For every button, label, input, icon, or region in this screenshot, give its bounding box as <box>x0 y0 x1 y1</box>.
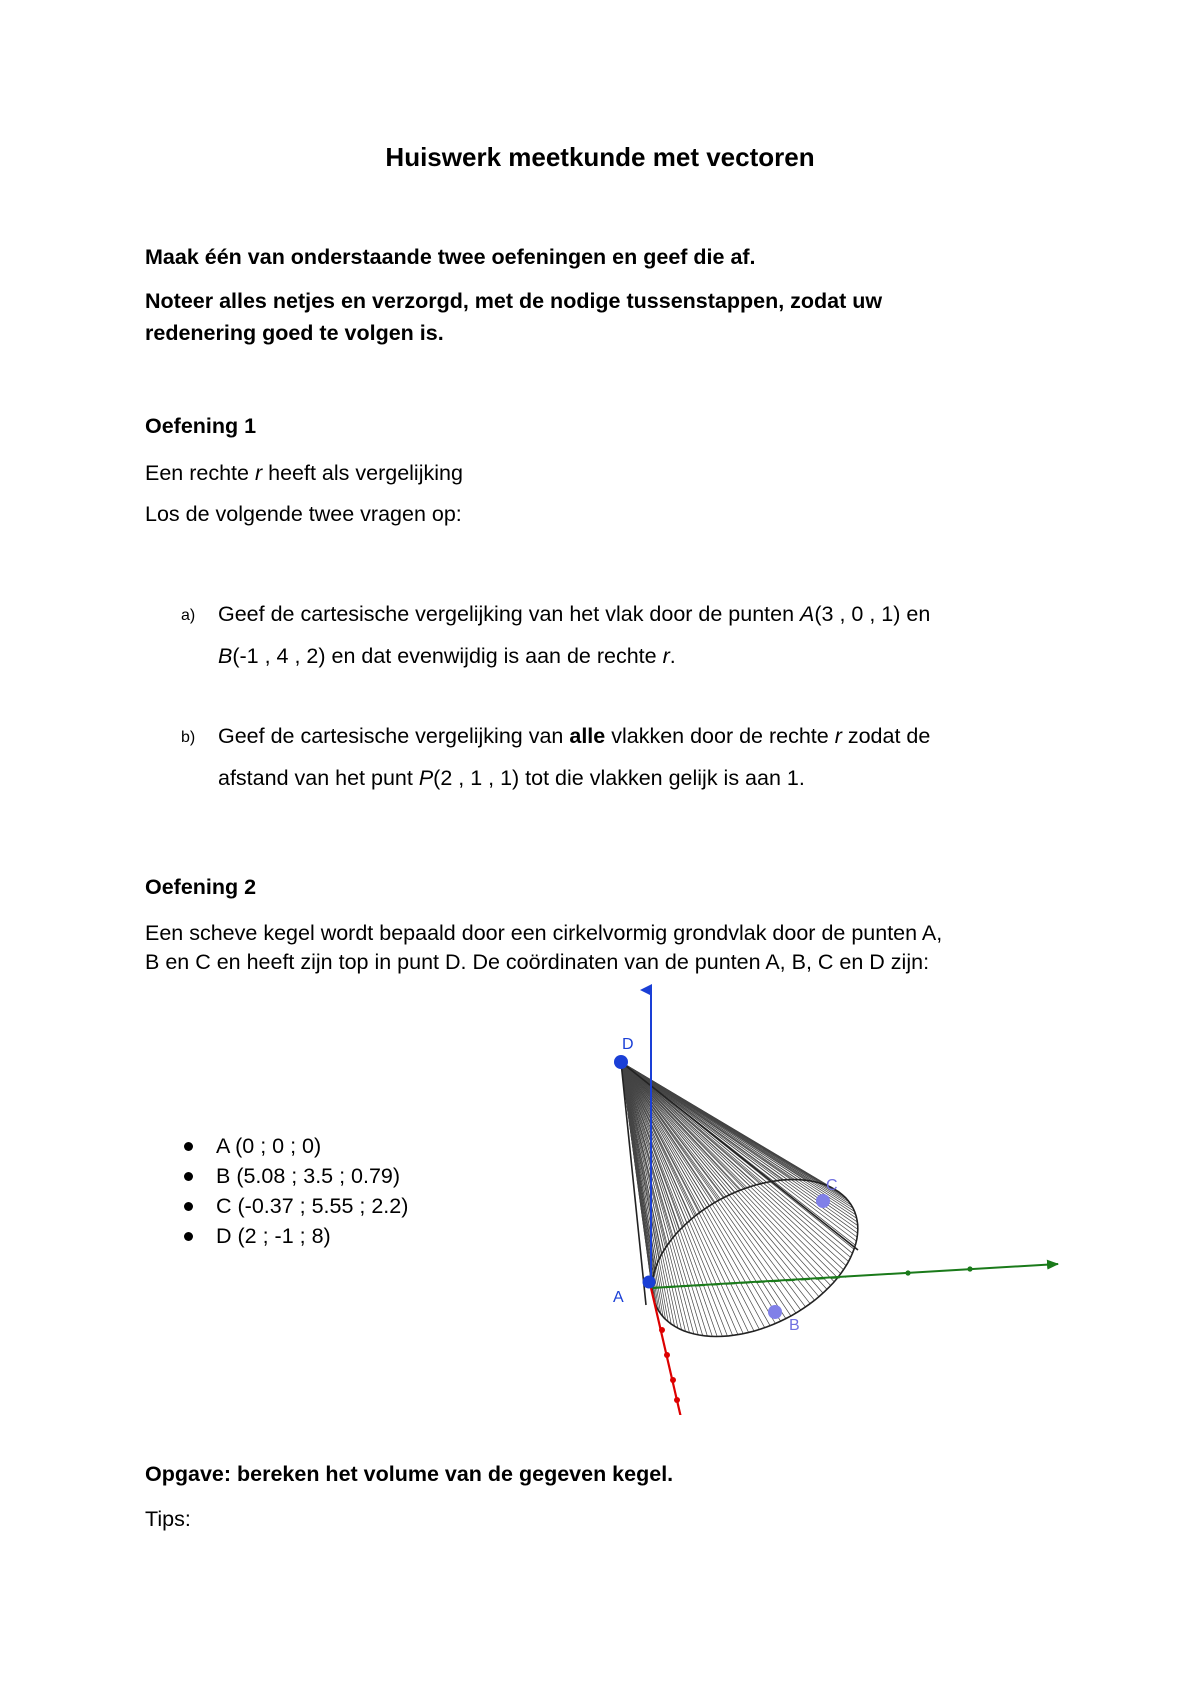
bullet-icon <box>184 1142 193 1151</box>
list-item: A (0 ; 0 ; 0) <box>180 1131 408 1161</box>
cone-line <box>621 1062 801 1310</box>
item-b-label: b) <box>181 729 196 746</box>
x-axis <box>651 1288 682 1415</box>
intro-line-1: Maak één van onderstaande twee oefeningen en geef die af. <box>145 245 756 269</box>
bullet-icon <box>184 1202 193 1211</box>
exercise-1-line-1: Een rechte r heeft als vergelijking <box>145 461 463 485</box>
item-b-line-1: Geef de cartesische vergelijking van alle vlakken door de rechte r zodat de <box>218 724 931 748</box>
exercise-2-line-2: B en C en heeft zijn top in punt D. De coördinaten van de punten A, B, C en D zijn: <box>145 950 930 974</box>
page-title: Huiswerk meetkunde met vectoren <box>385 142 815 172</box>
point-A <box>643 1276 656 1289</box>
item-a-line-2: B(-1 , 4 , 2) en dat evenwijdig is aan de rechte r. <box>218 644 676 668</box>
points-list <box>180 1131 408 1251</box>
list-item: B (5.08 ; 3.5 ; 0.79) <box>180 1161 408 1191</box>
label-C: C <box>826 1177 838 1194</box>
cone-line <box>621 1062 793 1180</box>
label-D: D <box>622 1036 634 1053</box>
intro-line-2b: redenering goed te volgen is. <box>145 321 444 345</box>
cone-figure <box>600 975 1070 1415</box>
list-item: C (-0.37 ; 5.55 ; 2.2) <box>180 1191 408 1221</box>
bullet-icon <box>184 1172 193 1181</box>
item-a-label: a) <box>181 607 196 624</box>
exercise-1-heading: Oefening 1 <box>145 414 257 438</box>
label-A: A <box>613 1289 624 1306</box>
bullet-icon <box>184 1232 193 1241</box>
tips-line: Tips: <box>145 1507 191 1531</box>
point-D <box>614 1055 628 1069</box>
item-a-line-1: Geef de cartesische vergelijking van het vlak door de punten A(3 , 0 , 1) en <box>218 602 931 626</box>
point-B <box>768 1305 782 1319</box>
point-C <box>816 1194 830 1208</box>
exercise-2-line-1: Een scheve kegel wordt bepaald door een cirkelvormig grondvlak door de punten A, <box>145 921 943 945</box>
task-line: Opgave: bereken het volume van de gegeven kegel. <box>145 1462 674 1486</box>
item-b-line-2: afstand van het punt P(2 , 1 , 1) tot die vlakken gelijk is aan 1. <box>218 766 805 790</box>
intro-line-2a: Noteer alles netjes en verzorgd, met de nodige tussenstappen, zodat uw <box>145 289 883 313</box>
exercise-2-heading: Oefening 2 <box>145 875 257 899</box>
list-item: D (2 ; -1 ; 8) <box>180 1221 408 1251</box>
label-B: B <box>789 1317 800 1334</box>
exercise-1-line-2: Los de volgende twee vragen op: <box>145 502 462 526</box>
